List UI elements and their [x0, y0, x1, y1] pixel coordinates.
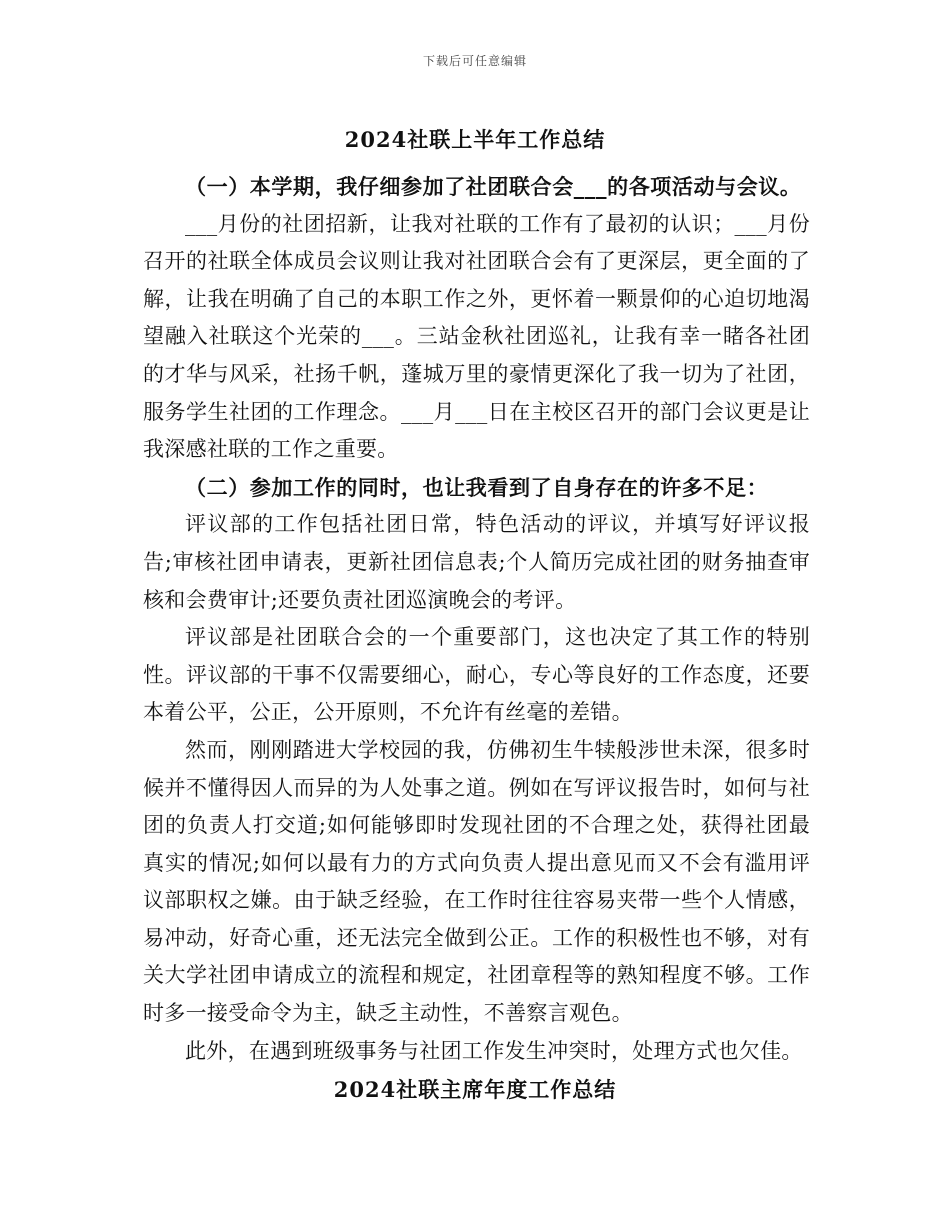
- body-paragraph-3: 评议部是社团联合会的一个重要部门，这也决定了其工作的特别性。评议部的干事不仅需要细心，耐心，专心等良好的工作态度，还要本着公平，公正，公开原则，不允许有丝毫的差错。: [143, 625, 810, 725]
- body-paragraph-2: 评议部的工作包括社团日常，特色活动的评议，并填写好评议报告;审核社团申请表，更新社团信息表;个人简历完成社团的财务抽查审核和会费审计;还要负责社团巡演晚会的考评。: [143, 512, 810, 612]
- document-body: [143, 168, 810, 1070]
- document-title: 2024社联上半年工作总结: [344, 127, 606, 152]
- next-document-title: 2024社联主席年度工作总结: [333, 1077, 617, 1102]
- body-paragraph-1: ___月份的社团招新，让我对社联的工作有了最初的认识；___月份召开的社联全体成员会议则让我对社团联合会有了更深层，更全面的了解，让我在明确了自己的本职工作之外，更怀着一颗景仰的心迫切地渴望融入社联这个光荣的___。三站金秋社团巡礼，让我有幸一睹各社团的才华与风采，社扬千帆，蓬城万里的豪情更深化了我一切为了社团，服务学生社团的工作理念。___月___日在主校区召开的部门会议更是让我深感社联的工作之重要。: [143, 211, 810, 462]
- section-heading-1: （一）本学期，我仔细参加了社团联合会___的各项活动与会议。: [185, 174, 802, 199]
- body-paragraph-5: 此外，在遇到班级事务与社团工作发生冲突时，处理方式也欠佳。: [185, 1038, 803, 1063]
- header-note: 下载后可任意编辑: [422, 54, 527, 68]
- body-paragraph-4: 然而，刚刚踏进大学校园的我，仿佛初生牛犊般涉世未深，很多时候并不懂得因人而异的为人处事之道。例如在写评议报告时，如何与社团的负责人打交道;如何能够即时发现社团的不合理之处，获得社团最真实的情况;如何以最有力的方式向负责人提出意见而又不会有滥用评议部职权之嫌。由于缺乏经验，在工作时往往容易夹带一些个人情感，易冲动，好奇心重，还无法完全做到公正。工作的积极性也不够，对有关大学社团申请成立的流程和规定，社团章程等的熟知程度不够。工作时多一接受命令为主，缺乏主动性，不善察言观色。: [143, 737, 810, 1026]
- section-heading-2: （二）参加工作的同时，也让我看到了自身存在的许多不足：: [185, 474, 769, 500]
